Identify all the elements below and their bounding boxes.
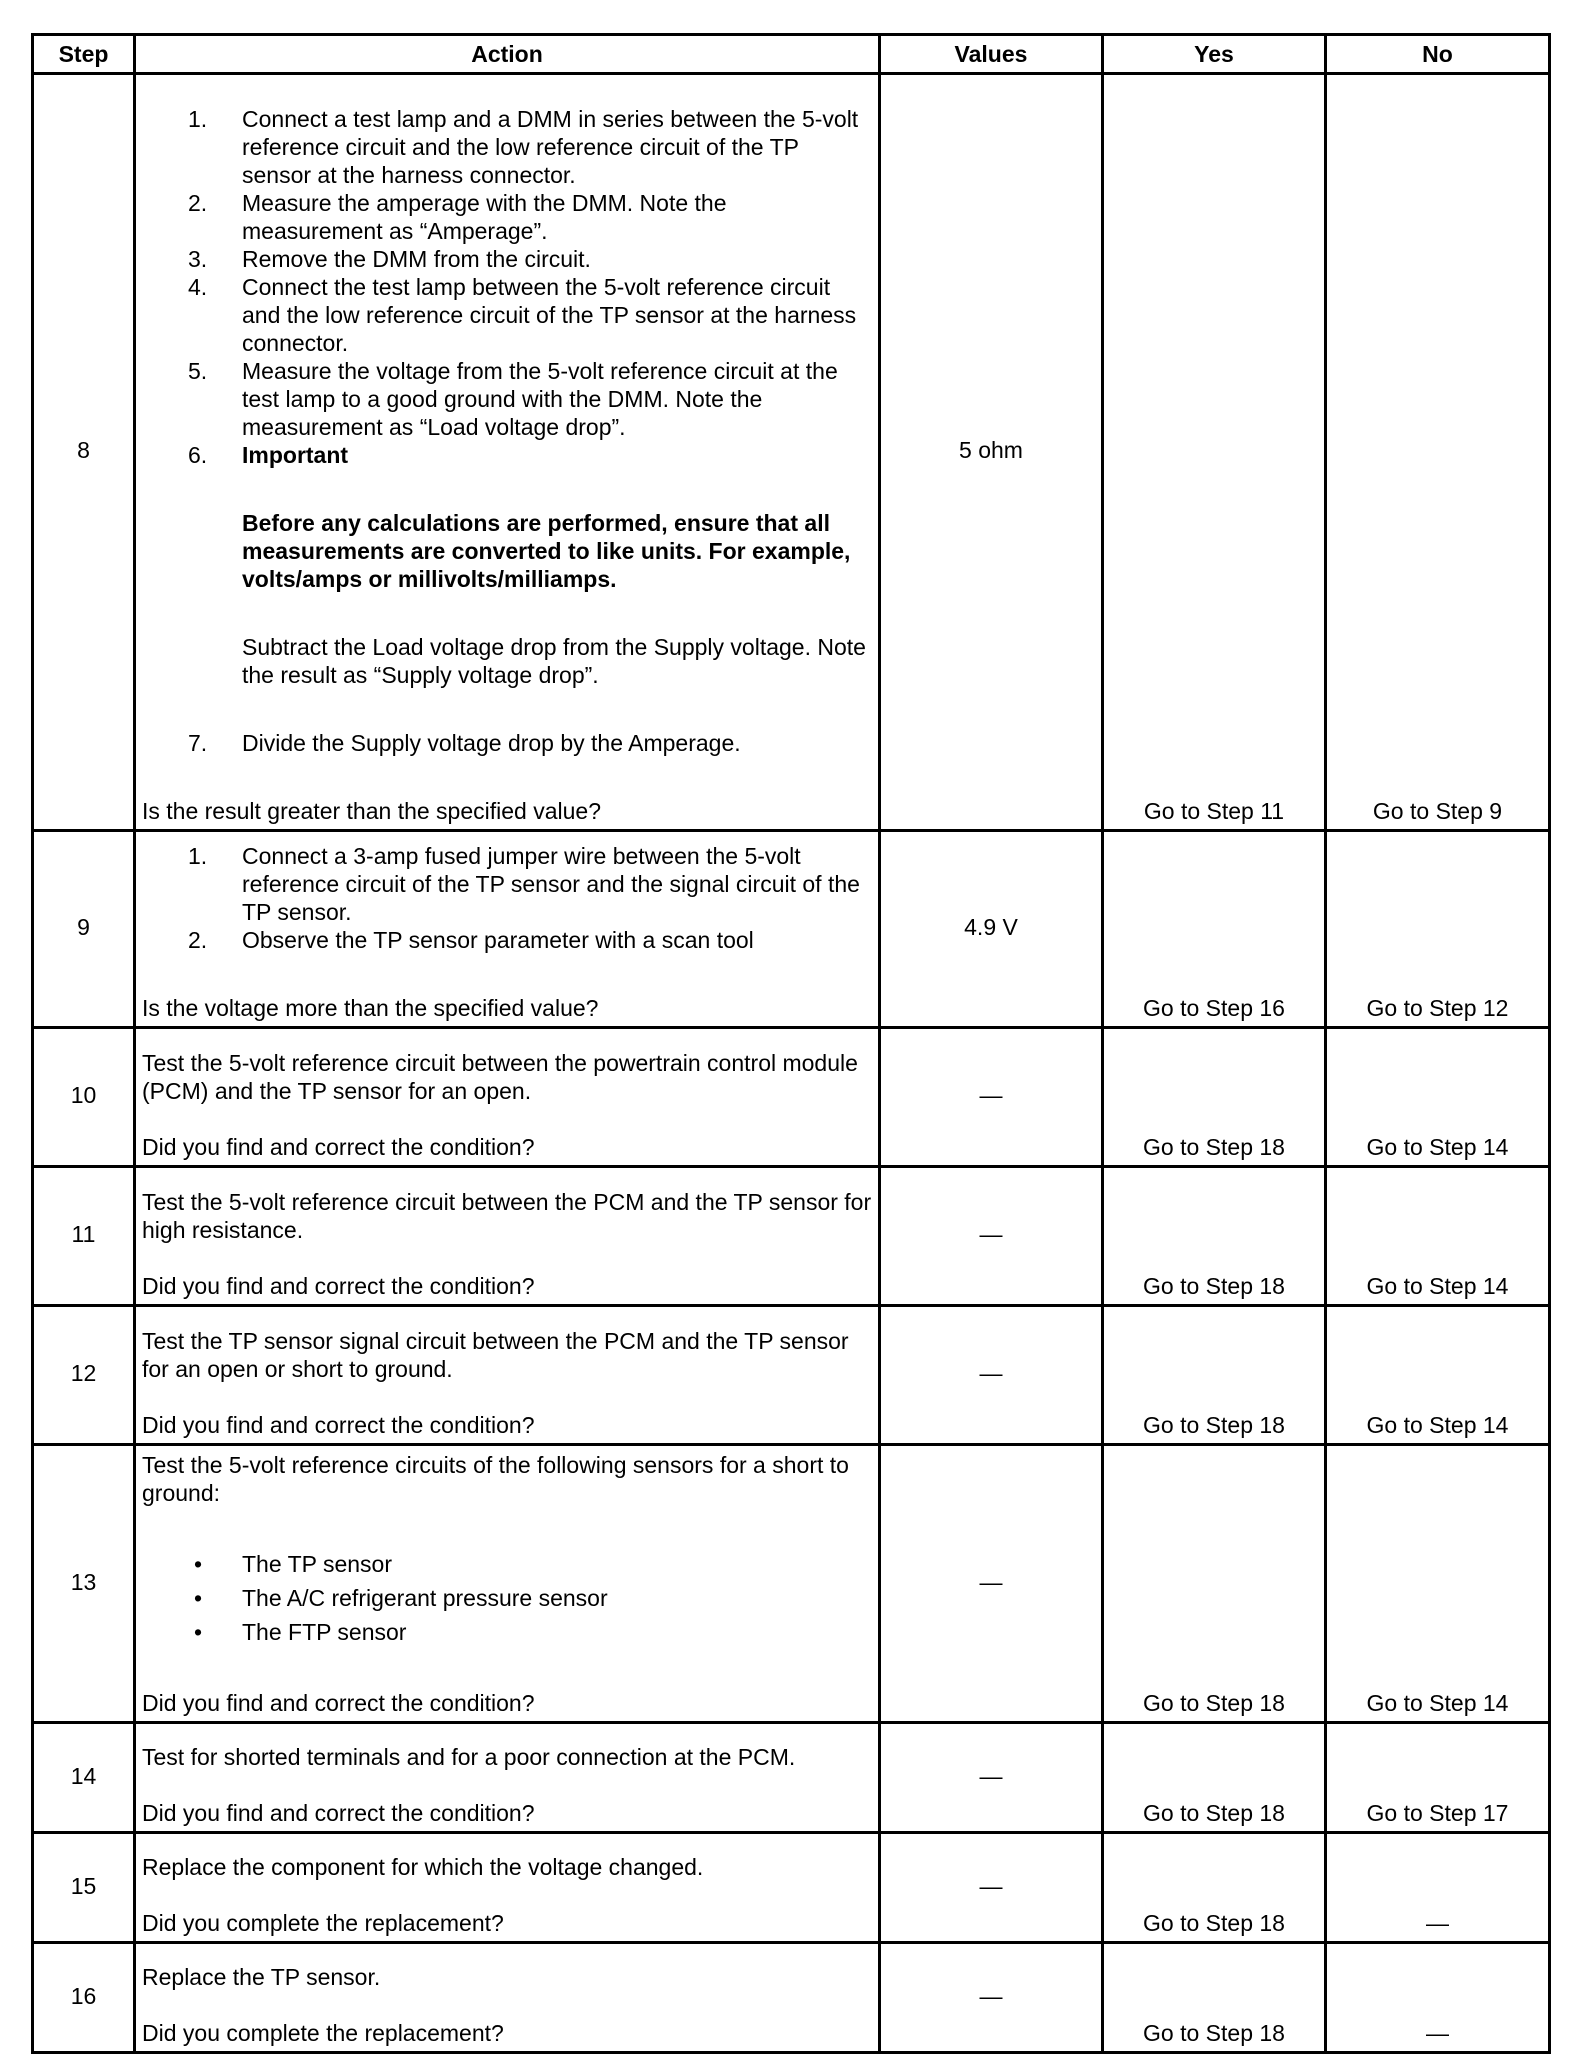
header-yes: Yes [1103,35,1326,74]
step-number: 12 [33,1306,135,1445]
action-cell [135,1723,880,1833]
header-values: Values [880,35,1103,74]
action-list [142,105,872,757]
no-cell: Go to Step 14 [1326,1028,1550,1167]
question-text: Did you find and correct the condition? [142,1273,535,1299]
step-number: 14 [33,1723,135,1833]
list-item: 1. Connect a 3-amp fused jumper wire between the 5-volt reference circuit of the TP sensor and the signal circuit of the TP sensor. [188,843,860,925]
yes-cell: Go to Step 18 [1103,1445,1326,1723]
list-item: 7. Divide the Supply voltage drop by the Amperage. [188,730,741,756]
value-cell: — [880,1833,1103,1943]
step-number: 8 [33,74,135,831]
value-cell: — [880,1723,1103,1833]
yes-cell: Go to Step 18 [1103,1833,1326,1943]
yes-cell: Go to Step 18 [1103,1167,1326,1306]
table-row [33,1723,1550,1833]
list-item: 1. Connect a test lamp and a DMM in series between the 5-volt reference circuit and the low reference circuit of the TP sensor at the harness connector. [188,106,859,188]
question-text: Did you complete the replacement? [142,1910,504,1936]
value-cell: 5 ohm [880,74,1103,831]
list-item: 4. Connect the test lamp between the 5-volt reference circuit and the low reference circuit of the TP sensor at the harness connector. [188,274,857,356]
diagnostic-table [31,33,1551,2054]
action-text: Test the 5-volt reference circuit between the PCM and the TP sensor for high resistance. [142,1189,872,1243]
value-cell: — [880,1167,1103,1306]
question-text: Is the result greater than the specified value? [142,798,602,824]
action-cell [135,1028,880,1167]
list-item: 2. Measure the amperage with the DMM. Note the measurement as “Amperage”. [188,190,727,244]
table-row [33,1943,1550,2053]
step-number: 10 [33,1028,135,1167]
header-action: Action [135,35,880,74]
value-cell: — [880,1306,1103,1445]
action-cell [135,74,880,831]
header-step: Step [33,35,135,74]
table-row [33,1167,1550,1306]
value-cell: — [880,1445,1103,1723]
no-cell: — [1326,1943,1550,2053]
yes-cell: Go to Step 16 [1103,831,1326,1028]
question-text: Did you find and correct the condition? [142,1134,535,1160]
action-text: Replace the TP sensor. [142,1964,381,1990]
action-cell [135,1833,880,1943]
action-cell [135,1943,880,2053]
table-row [33,1306,1550,1445]
no-cell: Go to Step 14 [1326,1167,1550,1306]
list-item: • The FTP sensor [194,1619,407,1645]
action-text: Test the 5-volt reference circuits of the following sensors for a short to ground: [142,1452,849,1506]
sensor-list [142,1547,872,1649]
no-cell: Go to Step 12 [1326,831,1550,1028]
value-cell: 4.9 V [880,831,1103,1028]
action-list [142,842,872,954]
table-row [33,74,1550,831]
yes-cell: Go to Step 18 [1103,1723,1326,1833]
question-text: Did you find and correct the condition? [142,1800,535,1826]
step-number: 9 [33,831,135,1028]
no-cell: Go to Step 14 [1326,1306,1550,1445]
value-cell: — [880,1028,1103,1167]
yes-cell: Go to Step 18 [1103,1028,1326,1167]
table-row [33,1833,1550,1943]
question-text: Did you find and correct the condition? [142,1690,535,1716]
list-item: 5. Measure the voltage from the 5-volt reference circuit at the test lamp to a good ground with the DMM. Note the measurement as “Load voltage drop”. [188,358,838,440]
list-item: • The A/C refrigerant pressure sensor [194,1585,608,1611]
action-cell [135,1445,880,1723]
no-cell: Go to Step 14 [1326,1445,1550,1723]
action-cell [135,1306,880,1445]
yes-cell: Go to Step 11 [1103,74,1326,831]
question-text: Did you complete the replacement? [142,2020,504,2046]
action-text: Replace the component for which the voltage changed. [142,1854,704,1880]
header-row [33,35,1550,74]
table-row [33,831,1550,1028]
step-number: 13 [33,1445,135,1723]
list-item: • The TP sensor [194,1551,393,1577]
no-cell: Go to Step 9 [1326,74,1550,831]
no-cell: — [1326,1833,1550,1943]
list-item: 3. Remove the DMM from the circuit. [188,246,591,272]
action-text: Test for shorted terminals and for a poor connection at the PCM. [142,1744,796,1770]
yes-cell: Go to Step 18 [1103,1306,1326,1445]
question-text: Is the voltage more than the specified value? [142,995,599,1021]
important-label: Important [242,442,349,468]
table-row [33,1445,1550,1723]
step-number: 11 [33,1167,135,1306]
step-number: 15 [33,1833,135,1943]
value-cell: — [880,1943,1103,2053]
question-text: Did you find and correct the condition? [142,1412,535,1438]
table-row [33,1028,1550,1167]
header-no: No [1326,35,1550,74]
important-notice: Before any calculations are performed, ensure that all measurements are converted to like units. For example, volts/amps or millivolts/milliamps. [242,510,851,592]
step-number: 16 [33,1943,135,2053]
yes-cell: Go to Step 18 [1103,1943,1326,2053]
list-item: 6. Important Before any calculations are performed, ensure that all measurements are converted to like units. For example, volts/amps or millivolts/milliamps. Subtract the Load voltage drop from the Supply voltage. Note the result as “Supply voltage drop”. [142,441,872,689]
no-cell: Go to Step 17 [1326,1723,1550,1833]
action-cell [135,1167,880,1306]
action-cell [135,831,880,1028]
action-text: Test the TP sensor signal circuit between the PCM and the TP sensor for an open or short to ground. [142,1328,849,1382]
action-text: Test the 5-volt reference circuit between the powertrain control module (PCM) and the TP sensor for an open. [142,1050,858,1104]
list-item: 2. Observe the TP sensor parameter with a scan tool [188,927,754,953]
important-followup: Subtract the Load voltage drop from the Supply voltage. Note the result as “Supply voltage drop”. [242,634,866,688]
